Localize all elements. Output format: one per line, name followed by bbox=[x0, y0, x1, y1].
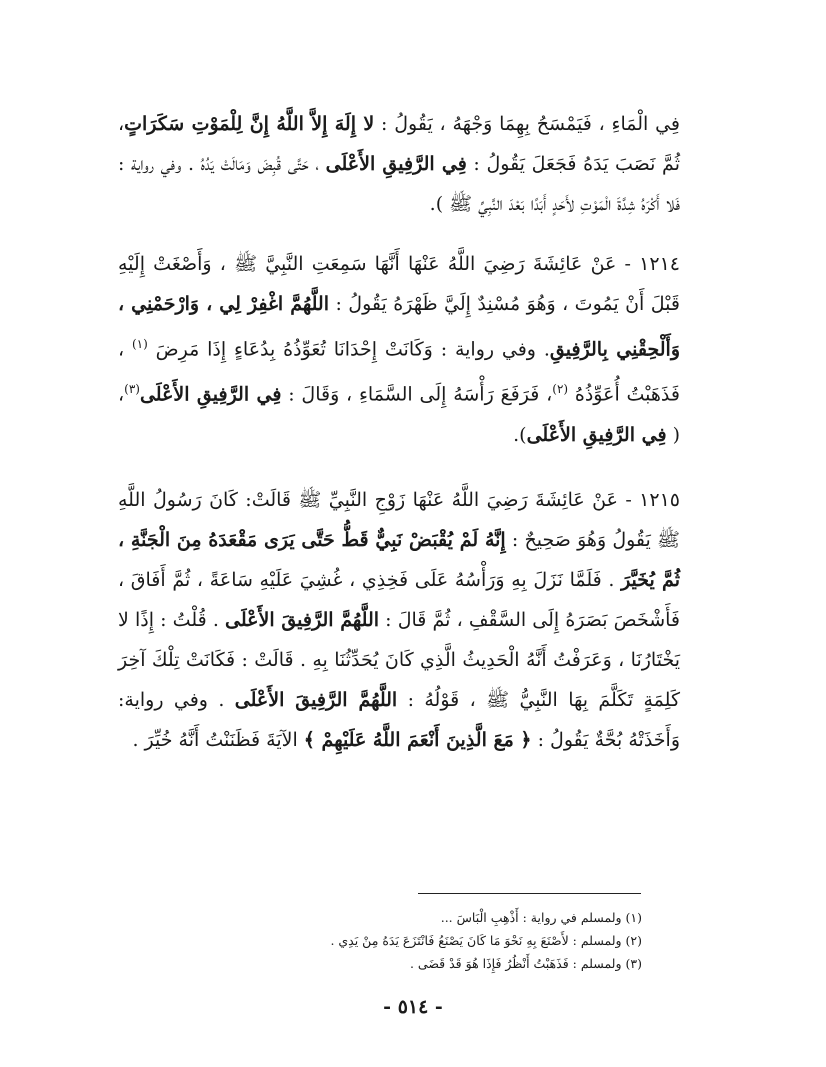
text-run: ١٢١٤ - عَنْ عَائِشَةَ رَضِيَ اللَّهُ عَنْهَا أَنَّهَا سَمِعَتِ النَّبِيَّ ﷺ ، وَأَصْغَتْ إِلَيْهِ قَبْلَ أَنْ يَمُوتَ ، وَهُوَ مُسْنِدٌ إِلَيَّ ظَهْرَهُ يَقُولُ : bbox=[118, 253, 680, 315]
bold-quote: إِنَّهُ لَمْ يُقْبَضْ نَبِيٌّ قَطُّ حَتَّى يَرَى مَقْعَدَهُ مِنَ الْجَنَّةِ ، ثُمَّ يُخَيَّرَ bbox=[118, 529, 680, 591]
text-run: الآيَةَ فَظَنَنْتُ أَنَّهُ خُيِّرَ . bbox=[132, 729, 304, 751]
bold-quote: اللَّهُمَّ اغْفِرْ لِي ، وَارْحَمْنِي ، وَأَلْحِقْنِي بِالرَّفِيقِ bbox=[118, 293, 680, 361]
text-run: . فَلَمَّا نَزَلَ بِهِ وَرَأْسُهُ عَلَى فَخِذِي ، غُشِيَ عَلَيْهِ سَاعَةً ، ثُمَّ أَفَاقَ ، فَأَشْخَصَ بَصَرَهُ إِلَى السَّقْفِ ، ثُمَّ قَالَ : bbox=[118, 569, 681, 631]
footnote-ref: (٣) bbox=[124, 382, 140, 397]
footnote-separator bbox=[418, 893, 641, 894]
text-run: . وفي رواية: وَأَخَذَتْهُ بُحَّةٌ يَقُولُ : bbox=[118, 689, 680, 751]
text-run: ، حَتَّى قُبِضَ وَمَالَتْ يَدُهُ . وفي رواية : فَلا أَكْرَهُ شِدَّةَ الْمَوْتِ لأَحَدٍ أَبَدًا بَعْدَ النَّبِيِّ ﷺ ). bbox=[118, 153, 680, 215]
footnote-3: (٣) ولمسلم : فَذَهَبْتُ أَنْظُرُ فَإِذَا هُوَ قَدْ قَضَى . bbox=[409, 956, 642, 971]
text-run: ، ثُمَّ نَصَبَ يَدَهُ فَجَعَلَ يَقُولُ : bbox=[118, 113, 680, 175]
text-run: فِي الْمَاءِ ، فَيَمْسَحُ بِهِمَا وَجْهَهُ ، يَقُولُ : bbox=[374, 113, 681, 135]
bold-quote: فِي الرَّفِيقِ الأَعْلَى bbox=[139, 383, 282, 406]
footnote-1: (١) ولمسلم في رواية : أَذْهِبِ الْبَاسَ ... bbox=[440, 910, 642, 925]
bold-quote: فِي الرَّفِيقِ الأَعْلَى bbox=[325, 153, 467, 175]
paragraph-text bbox=[118, 104, 680, 224]
text-run: ). bbox=[513, 423, 527, 446]
text-run: . قُلْتُ : إِذًا لا يَخْتَارُنَا ، وَعَرَفْتُ أَنَّهُ الْحَدِيثُ الَّذِي كَانَ يُحَدِّثُنَا بِهِ . قَالَتْ : فَكَانَتْ تِلْكَ آخِرَ كَلِمَةٍ تَكَلَّمَ بِهَا النَّبِيُّ ﷺ ، قَوْلُهُ : bbox=[118, 609, 680, 711]
bold-quote: فِي الرَّفِيقِ الأَعْلَى bbox=[526, 423, 667, 446]
bold-quote: اللَّهُمَّ الرَّفِيقَ الأَعْلَى bbox=[234, 689, 398, 711]
paragraph-text bbox=[118, 244, 680, 455]
text-run: ، فَرَفَعَ رَأْسَهُ إِلَى السَّمَاءِ ، وَقَالَ : bbox=[281, 383, 553, 406]
footnote-ref: (٢) bbox=[552, 382, 569, 397]
paragraph-text bbox=[118, 480, 680, 760]
bold-quote: اللَّهُمَّ الرَّفِيقَ الأَعْلَى bbox=[225, 609, 380, 631]
footnote-ref: (١) bbox=[131, 337, 148, 351]
bold-quote: ﴿ مَعَ الَّذِينَ أَنْعَمَ اللَّهُ عَلَيْهِمْ ﴾ bbox=[303, 729, 532, 751]
paragraph-3 bbox=[118, 480, 680, 760]
text-run: ١٢١٥ - عَنْ عَائِشَةَ رَضِيَ اللَّهُ عَنْهَا زَوْجِ النَّبِيِّ ﷺ قَالَتْ: كَانَ رَسُولُ اللَّهِ ﷺ يَقُولُ وَهُوَ صَحِيحٌ : bbox=[118, 489, 680, 551]
paragraph-2 bbox=[118, 244, 680, 455]
bold-quote: لا إِلَهَ إِلاَّ اللَّهُ إِنَّ لِلْمَوْتِ سَكَرَاتٍ bbox=[124, 113, 375, 135]
text-run: ، فَذَهَبْتُ أُعَوِّذُهُ bbox=[118, 338, 680, 406]
text-run: ، ( bbox=[118, 383, 680, 446]
footnote-2: (٢) ولمسلم : لأَصْنَعَ بِهِ نَحْوَ مَا كَانَ يَصْنَعُ فَانْتَزَعَ يَدَهُ مِنْ يَدِي . bbox=[330, 933, 642, 948]
footnotes bbox=[300, 906, 642, 975]
page-number: - ٥١٤ - bbox=[383, 996, 443, 1018]
paragraph-1 bbox=[118, 104, 680, 224]
text-run: . وفي رواية : وَكَانَتْ إِحْدَانَا تُعَوِّذُهُ بِدُعَاءٍ إِذَا مَرِضَ bbox=[147, 338, 550, 361]
